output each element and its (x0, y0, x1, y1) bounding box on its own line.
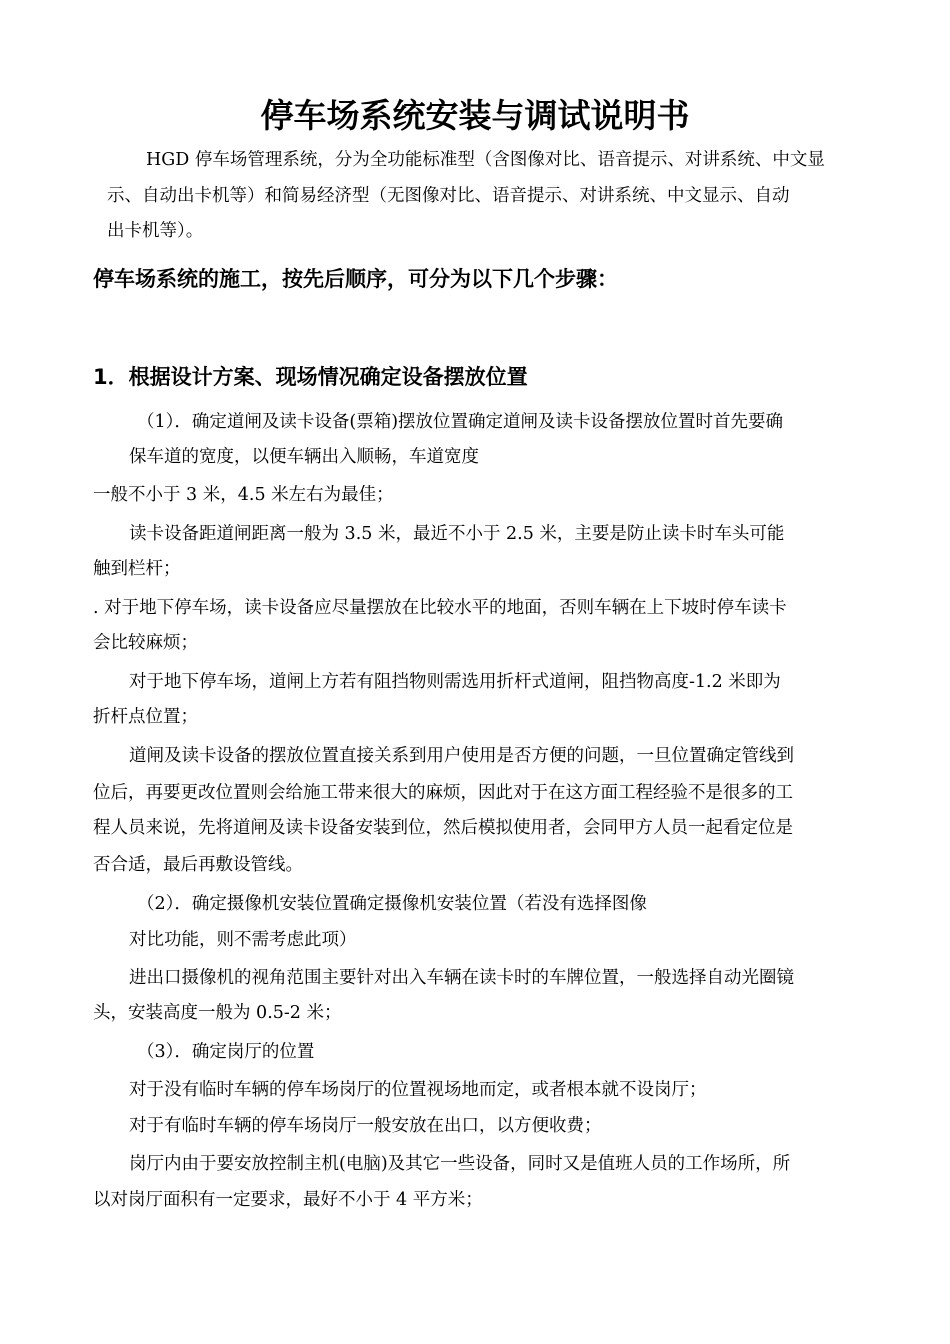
item-1-line-3: 一般不小于 3 米，4.5 米左右为最佳； (93, 485, 394, 505)
paragraph-line: 岗厅内由于要安放控制主机(电脑)及其它一些设备，同时又是值班人员的工作场所，所 (129, 1154, 791, 1174)
paragraph-line: 对于有临时车辆的停车场岗厅一般安放在出口，以方便收费； (129, 1116, 602, 1136)
paragraph-line: 折杆点位置； (93, 707, 198, 727)
intro-line-3: 出卡机等）。 (107, 221, 204, 241)
item-2-line-1: （2）．确定摄像机安装位置确定摄像机安装位置（若没有选择图像 (137, 894, 647, 914)
paragraph-line: 道闸及读卡设备的摆放位置直接关系到用户使用是否方便的问题，一旦位置确定管线到 (129, 746, 794, 766)
paragraph-line: 否合适，最后再敷设管线。 (93, 855, 303, 875)
item-1-line-1: （1）．确定道闸及读卡设备(票箱)摆放位置确定道闸及读卡设备摆放位置时首先要确 (137, 412, 784, 432)
paragraph-line: 位后，再要更改位置则会给施工带来很大的麻烦，因此对于在这方面工程经验不是很多的工 (93, 783, 793, 803)
section-1-heading: 1．根据设计方案、现场情况确定设备摆放位置 (93, 365, 528, 389)
paragraph-line: 以对岗厅面积有一定要求，最好不小于 4 平方米； (93, 1190, 483, 1210)
paragraph-line: 头，安装高度一般为 0.5-2 米； (93, 1003, 342, 1023)
paragraph-line: 会比较麻烦； (93, 633, 198, 653)
intro-line-1: HGD 停车场管理系统，分为全功能标准型（含图像对比、语音提示、对讲系统、中文显 (146, 150, 825, 170)
paragraph-line: 对于没有临时车辆的停车场岗厅的位置视场地而定，或者根本就不设岗厅； (129, 1080, 707, 1100)
paragraph-line: 读卡设备距道闸距离一般为 3.5 米，最近不小于 2.5 米，主要是防止读卡时车头可能 (129, 524, 785, 544)
paragraph-line: 进出口摄像机的视角范围主要针对出入车辆在读卡时的车牌位置，一般选择自动光圈镜 (129, 968, 794, 988)
document-title: 停车场系统安装与调试说明书 (260, 96, 690, 135)
item-3-line-1: （3）．确定岗厅的位置 (137, 1042, 315, 1062)
paragraph-line: 触到栏杆； (93, 559, 181, 579)
item-1-line-2: 保车道的宽度，以便车辆出入顺畅，车道宽度 (129, 447, 479, 467)
steps-heading: 停车场系统的施工，按先后顺序，可分为以下几个步骤： (93, 267, 618, 291)
paragraph-line: . 对于地下停车场，读卡设备应尽量摆放在比较水平的地面，否则车辆在上下坡时停车读卡 (93, 598, 787, 618)
paragraph-line: 程人员来说，先将道闸及读卡设备安装到位，然后模拟使用者，会同甲方人员一起看定位是 (93, 818, 793, 838)
paragraph-line: 对于地下停车场，道闸上方若有阻挡物则需选用折杆式道闸，阻挡物高度-1.2 米即为 (129, 672, 781, 692)
intro-line-2: 示、自动出卡机等）和简易经济型（无图像对比、语音提示、对讲系统、中文显示、自动 (107, 186, 790, 206)
item-2-line-2: 对比功能，则不需考虑此项） (129, 930, 357, 950)
